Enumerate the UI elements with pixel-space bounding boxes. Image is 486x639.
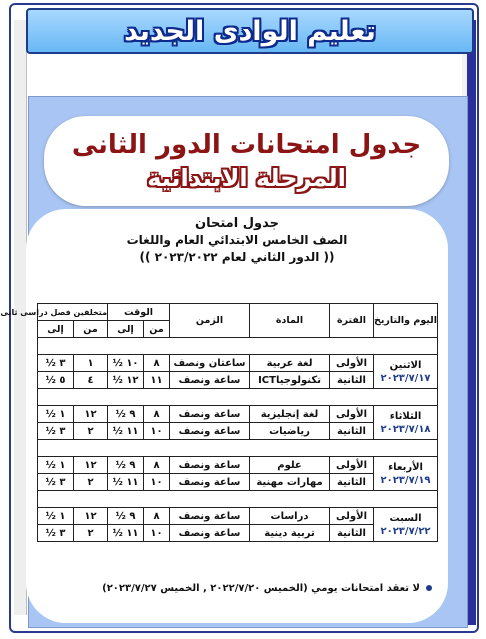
header-time-from: من xyxy=(144,321,170,338)
period-cell: الثانية xyxy=(330,525,374,542)
absent-to-cell: ٣ ½ xyxy=(38,355,74,372)
absent-from-cell: ٤ xyxy=(74,372,108,389)
time-from-cell: ٨ xyxy=(144,355,170,372)
absent-from-cell: ٢ xyxy=(74,474,108,491)
time-to-cell: ١٠ ½ xyxy=(108,355,144,372)
absent-to-cell: ١ ½ xyxy=(38,508,74,525)
title-card xyxy=(44,116,449,206)
time-from-cell: ١٠ xyxy=(144,423,170,440)
header-period: الفترة xyxy=(330,304,374,338)
duration-cell: ساعة ونصف xyxy=(170,508,250,525)
absent-to-cell: ٥ ½ xyxy=(38,372,74,389)
header-time-to: إلى xyxy=(108,321,144,338)
period-cell: الثانية xyxy=(330,372,374,389)
document-heading: جدول امتحان xyxy=(195,216,279,231)
day-name: الاثنين xyxy=(389,359,422,371)
document-subheading: الصف الخامس الابتدائي العام واللغات xyxy=(126,233,348,247)
duration-cell: ساعة ونصف xyxy=(170,423,250,440)
subject-cell: مهارات مهنية xyxy=(250,474,330,491)
day-date: ٢٠٢٣/٧/١٩ xyxy=(380,474,431,486)
day-date-cell xyxy=(374,355,438,389)
exam-schedule-table xyxy=(0,303,438,542)
period-cell: الأولى xyxy=(330,508,374,525)
banner-title: تعليم الوادى الجديد xyxy=(124,15,376,47)
period-cell: الثانية xyxy=(330,474,374,491)
day-name: الثلاثاء xyxy=(389,410,422,422)
day-date: ٢٠٢٣/٧/١٧ xyxy=(380,372,431,384)
header-duration: الزمن xyxy=(170,304,250,338)
duration-cell: ساعتان ونصف xyxy=(170,355,250,372)
header-absent-from: من xyxy=(74,321,108,338)
time-from-cell: ٨ xyxy=(144,457,170,474)
time-from-cell: ١١ xyxy=(144,372,170,389)
document-heading-block xyxy=(26,215,448,266)
duration-cell: ساعة ونصف xyxy=(170,457,250,474)
time-from-cell: ٨ xyxy=(144,508,170,525)
bullet-icon xyxy=(426,585,432,591)
table-row xyxy=(38,406,438,423)
title-line-2: المرحلة الابتدائية xyxy=(147,164,346,192)
day-date: ٢٠٢٣/٧/٢٢ xyxy=(380,525,431,537)
time-from-cell: ١٠ xyxy=(144,525,170,542)
absent-from-cell: ١ xyxy=(74,355,108,372)
subject-cell: لغة إنجليزية xyxy=(250,406,330,423)
time-from-cell: ١٠ xyxy=(144,474,170,491)
header-absent-to: إلى xyxy=(38,321,74,338)
subject-cell: تربية دينية xyxy=(250,525,330,542)
absent-from-cell: ١٢ xyxy=(74,457,108,474)
subject-cell: رياضيات xyxy=(250,423,330,440)
header-subject: المادة xyxy=(250,304,330,338)
absent-from-cell: ١٢ xyxy=(74,508,108,525)
header-absent: متخلفين فصل دراسى ثانى xyxy=(38,304,108,321)
header-time: الوقت xyxy=(108,304,170,321)
footer-note xyxy=(40,583,432,594)
footer-note-text: لا تعقد امتحانات يومي (الخميس ٢٠٢٢/٧/٢٠ , الخميس ٢٠٢٣/٧/٢٧) xyxy=(102,583,420,594)
period-cell: الأولى xyxy=(330,406,374,423)
table-row xyxy=(38,457,438,474)
subject-cell: دراسات xyxy=(250,508,330,525)
table-row xyxy=(38,355,438,372)
time-to-cell: ١١ ½ xyxy=(108,525,144,542)
document-round: (( الدور الثاني لعام ٢٠٢٣/٢٠٢٢ )) xyxy=(139,250,335,264)
period-cell: الأولى xyxy=(330,457,374,474)
duration-cell: ساعة ونصف xyxy=(170,474,250,491)
subject-cell: لغة عربية xyxy=(250,355,330,372)
absent-to-cell: ١ ½ xyxy=(38,406,74,423)
duration-cell: ساعة ونصف xyxy=(170,406,250,423)
absent-to-cell: ٣ ½ xyxy=(38,423,74,440)
subject-cell: علوم xyxy=(250,457,330,474)
absent-from-cell: ١٢ xyxy=(74,406,108,423)
absent-to-cell: ٣ ½ xyxy=(38,474,74,491)
period-cell: الثانية xyxy=(330,423,374,440)
table-row xyxy=(38,508,438,525)
time-to-cell: ١٢ ½ xyxy=(108,372,144,389)
time-to-cell: ٩ ½ xyxy=(108,406,144,423)
duration-cell: ساعة ونصف xyxy=(170,525,250,542)
right-decor-stripe xyxy=(467,20,476,625)
day-name: الأربعاء xyxy=(388,461,423,473)
subject-cell: تكنولوجياICT xyxy=(250,372,330,389)
header-day-date: اليوم والتاريخ xyxy=(374,304,438,338)
day-date-cell xyxy=(374,508,438,542)
day-date-cell xyxy=(374,406,438,440)
time-from-cell: ٨ xyxy=(144,406,170,423)
header-banner xyxy=(26,8,474,54)
day-name: السبت xyxy=(389,512,422,524)
title-line-1: جدول امتحانات الدور الثانى xyxy=(71,130,422,160)
time-to-cell: ١١ ½ xyxy=(108,474,144,491)
day-date: ٢٠٢٣/٧/١٨ xyxy=(380,423,431,435)
absent-to-cell: ٣ ½ xyxy=(38,525,74,542)
schedule-document xyxy=(0,209,448,623)
time-to-cell: ٩ ½ xyxy=(108,508,144,525)
day-date-cell xyxy=(374,457,438,491)
duration-cell: ساعة ونصف xyxy=(170,372,250,389)
period-cell: الأولى xyxy=(330,355,374,372)
absent-from-cell: ٢ xyxy=(74,423,108,440)
time-to-cell: ٩ ½ xyxy=(108,457,144,474)
absent-to-cell: ١ ½ xyxy=(38,457,74,474)
absent-from-cell: ٢ xyxy=(74,525,108,542)
time-to-cell: ١١ ½ xyxy=(108,423,144,440)
